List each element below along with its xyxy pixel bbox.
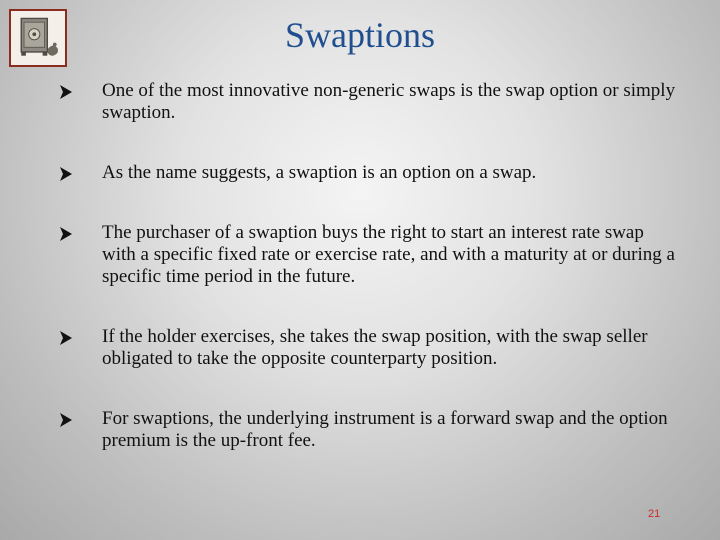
slide-title: Swaptions	[284, 15, 435, 55]
bullet-item	[58, 162, 678, 184]
bullet-text: The purchaser of a swaption buys the right to start an interest rate swap with a specific fixed rate or exercise rate, and with a maturity at or during a specific time period in the future.	[102, 222, 675, 287]
bullet-item	[58, 80, 678, 124]
bullet-text: If the holder exercises, she takes the swap position, with the swap seller obligated to take the opposite counterparty position.	[102, 326, 648, 369]
bullet-text: For swaptions, the underlying instrument is a forward swap and the option premium is the up-front fee.	[102, 408, 668, 451]
arrow-bullet-icon	[58, 80, 102, 124]
arrow-bullet-icon	[58, 326, 102, 370]
bullet-text: As the name suggests, a swaption is an option on a swap.	[102, 162, 537, 183]
bullet-item	[58, 326, 678, 370]
bullet-item	[58, 408, 678, 452]
arrow-bullet-icon	[58, 162, 102, 184]
bullet-text: One of the most innovative non-generic swaps is the swap option or simply swaption.	[102, 80, 676, 123]
bullet-item	[58, 222, 678, 288]
arrow-bullet-icon	[58, 408, 102, 452]
bullet-list	[58, 80, 678, 452]
page-number: 21	[648, 508, 661, 520]
arrow-bullet-icon	[58, 222, 102, 288]
